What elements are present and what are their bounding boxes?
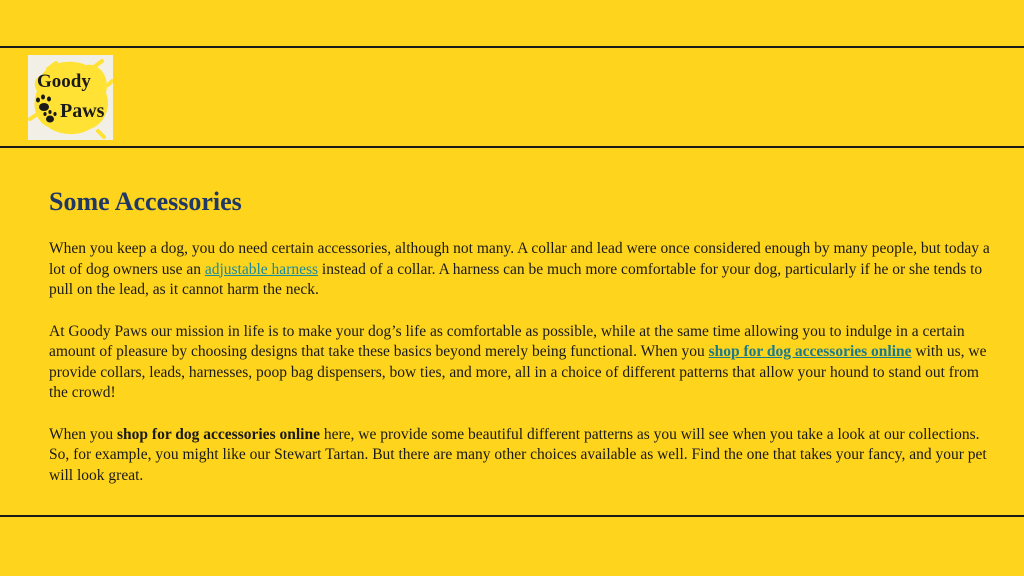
p3-text-before: When you <box>49 425 118 443</box>
p1-text-before: When you keep a dog, you do need certain accessories, although not many. A collar and lead were once considered enough by many people, but today a lot of dog owners use an <box>49 240 990 278</box>
paragraph-2 <box>49 322 999 404</box>
p2-text-after: with us, we provide collars, leads, harnesses, poop bag dispensers, bow ties, and more, all in a choice of different patterns that allow your hound to stand out from the crowd! <box>49 343 987 401</box>
shop-dog-accessories-link[interactable]: shop for dog accessories online <box>708 343 912 360</box>
article-content <box>49 184 999 507</box>
page-title: Some Accessories <box>49 187 242 216</box>
header-divider <box>0 146 1024 148</box>
logo-text-line2: Paws <box>60 100 105 122</box>
adjustable-harness-link[interactable]: adjustable harness <box>204 260 319 278</box>
p3-text-after: here, we provide some beautiful different patterns as you will see when you take a look at our collections. So, for example, you might like our Stewart Tartan. But there are many other choices available as well. Find the one that takes your fancy, and your pet will look great. <box>49 425 987 484</box>
p3-bold-text: shop for dog accessories online <box>117 425 320 443</box>
top-divider <box>0 46 1024 48</box>
logo-text-line1: Goody <box>37 71 91 92</box>
bottom-divider <box>0 515 1024 517</box>
p2-text-before: At Goody Paws our mission in life is to make your dog’s life as comfortable as possible, while at the same time allowing you to indulge in a certain amount of pleasure by choosing designs that take these basics beyond merely being functional. When you <box>49 322 965 360</box>
goody-paws-logo[interactable] <box>28 55 113 140</box>
p1-text-after: instead of a collar. A harness can be much more comfortable for your dog, particularly if he or she tends to pull on the lead, as it cannot harm the neck. <box>49 260 983 298</box>
paragraph-1 <box>49 239 999 301</box>
logo-graphic <box>28 55 113 140</box>
paragraph-3 <box>49 425 999 487</box>
